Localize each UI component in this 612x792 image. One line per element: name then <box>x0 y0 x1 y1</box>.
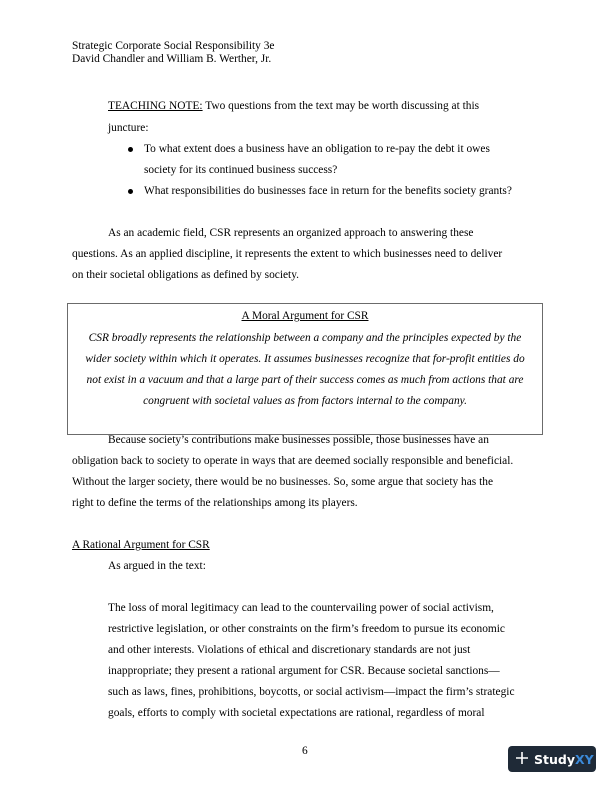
sparkle-icon <box>516 752 528 767</box>
studyxy-logo[interactable] <box>508 746 596 772</box>
quote-line: The loss of moral legitimacy can lead to the countervailing power of social activism, <box>108 602 494 614</box>
bullet-icon <box>128 189 133 194</box>
paragraph-2-line: Without the larger society, there would be no businesses. So, some argue that society has the <box>72 476 494 488</box>
moral-argument-line: wider society within which it operates. It assumes businesses recognize that for-profit entities do <box>85 353 525 365</box>
teaching-note-label: TEACHING NOTE: <box>108 100 203 112</box>
bullet-icon <box>128 147 133 152</box>
teaching-note-line <box>108 99 479 113</box>
bullet-item-1-line2: society for its continued business success? <box>144 164 338 176</box>
rational-argument-heading: A Rational Argument for CSR <box>72 539 210 551</box>
quote-line: inappropriate; they present a rational argument for CSR. Because societal sanctions— <box>108 665 500 677</box>
quote-line: goals, efforts to comply with societal expectations are rational, regardless of moral <box>108 707 485 719</box>
moral-argument-line: congruent with societal values as from factors internal to the company. <box>143 395 467 407</box>
moral-argument-box <box>67 303 543 435</box>
page-number: 6 <box>302 745 308 757</box>
paragraph-1-line: on their societal obligations as defined by society. <box>72 269 300 281</box>
quote-line: and other interests. Violations of ethical and discretionary standards are not just <box>108 644 471 656</box>
document-title: Strategic Corporate Social Responsibility 3e <box>72 40 275 52</box>
logo-xy-text: XY <box>574 751 594 767</box>
paragraph-1-line: As an academic field, CSR represents an organized approach to answering these <box>108 227 474 239</box>
paragraph-1-line: questions. As an applied discipline, it represents the extent to which businesses need to deliver <box>72 248 503 260</box>
teaching-note-text-cont: juncture: <box>108 122 149 134</box>
document-authors: David Chandler and William B. Werther, Jr. <box>72 53 272 65</box>
paragraph-2-line: right to define the terms of the relationships among its players. <box>72 497 358 509</box>
paragraph-2-line: Because society’s contributions make businesses possible, those businesses have an <box>108 434 489 446</box>
moral-argument-line: CSR broadly represents the relationship between a company and the principles expected by the <box>88 332 522 344</box>
bullet-item-1-line1: To what extent does a business have an obligation to re-pay the debt it owes <box>144 143 490 155</box>
teaching-note-text: Two questions from the text may be worth discussing at this <box>202 100 480 112</box>
moral-argument-title: A Moral Argument for CSR <box>241 310 369 322</box>
quote-line: such as laws, fines, prohibitions, boycotts, or social activism—impact the firm’s strategic <box>108 686 515 698</box>
moral-argument-line: not exist in a vacuum and that a large part of their success comes as much from actions that are <box>86 374 524 386</box>
paragraph-2-line: obligation back to society to operate in ways that are deemed socially responsible and beneficial. <box>72 455 514 467</box>
logo-study-text: Study <box>534 751 575 767</box>
quote-line: restrictive legislation, or other constraints on the firm’s freedom to pursue its economic <box>108 623 505 635</box>
rational-argument-intro: As argued in the text: <box>108 560 206 572</box>
bullet-item-2: What responsibilities do businesses face in return for the benefits society grants? <box>144 185 512 197</box>
